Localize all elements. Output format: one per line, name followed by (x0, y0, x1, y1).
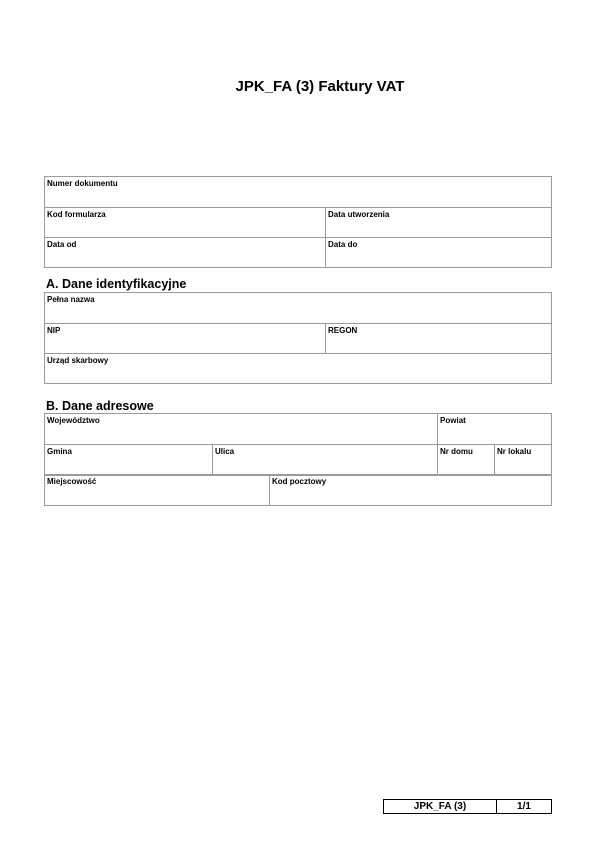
document-title: JPK_FA (3) Faktury VAT (235, 78, 405, 95)
data-do-label: Data do (328, 240, 358, 249)
regon-label: REGON (328, 326, 358, 335)
powiat-label: Powiat (440, 416, 466, 425)
kod-formularza-label: Kod formularza (47, 210, 106, 219)
urzad-skarbowy-field[interactable] (45, 354, 552, 384)
ulica-field[interactable] (213, 445, 438, 476)
gmina-field[interactable] (45, 445, 213, 476)
section-b-table-row2 (44, 444, 552, 476)
nr-domu-field[interactable] (438, 445, 495, 476)
data-do-field[interactable] (326, 238, 552, 268)
ulica-label: Ulica (215, 447, 235, 456)
wojewodztwo-label: Województwo (47, 416, 100, 425)
data-utworzenia-label: Data utworzenia (328, 210, 390, 219)
kod-formularza-field[interactable] (45, 208, 326, 238)
gmina-label: Gmina (47, 447, 72, 456)
pelna-nazwa-label: Pełna nazwa (47, 295, 95, 304)
wojewodztwo-field[interactable] (45, 414, 438, 445)
miejscowosc-label: Miejscowość (47, 477, 97, 486)
section-b-title: B. Dane adresowe (46, 399, 154, 413)
miejscowosc-field[interactable] (45, 475, 270, 506)
section-a-title: A. Dane identyfikacyjne (46, 277, 187, 291)
footer-page-number: 1/1 (517, 801, 531, 812)
nip-field[interactable] (45, 324, 326, 354)
nr-domu-label: Nr domu (440, 447, 473, 456)
nip-label: NIP (47, 326, 61, 335)
header-form-table (44, 176, 552, 268)
urzad-skarbowy-label: Urząd skarbowy (47, 356, 109, 365)
data-od-label: Data od (47, 240, 77, 249)
footer-form-code: JPK_FA (3) (384, 800, 497, 813)
nr-lokalu-field[interactable] (495, 445, 552, 476)
nr-lokalu-label: Nr lokalu (497, 447, 532, 456)
powiat-field[interactable] (438, 414, 552, 445)
data-od-field[interactable] (45, 238, 326, 268)
numer-dokumentu-field[interactable] (45, 177, 552, 208)
section-b-table-row3 (44, 474, 552, 506)
pelna-nazwa-field[interactable] (45, 293, 552, 324)
section-a-table (44, 292, 552, 384)
kod-pocztowy-field[interactable] (270, 475, 552, 506)
regon-field[interactable] (326, 324, 552, 354)
kod-pocztowy-label: Kod pocztowy (272, 477, 327, 486)
page-footer (383, 799, 552, 814)
section-b-table (44, 413, 552, 445)
data-utworzenia-field[interactable] (326, 208, 552, 238)
numer-dokumentu-label: Numer dokumentu (47, 179, 118, 188)
